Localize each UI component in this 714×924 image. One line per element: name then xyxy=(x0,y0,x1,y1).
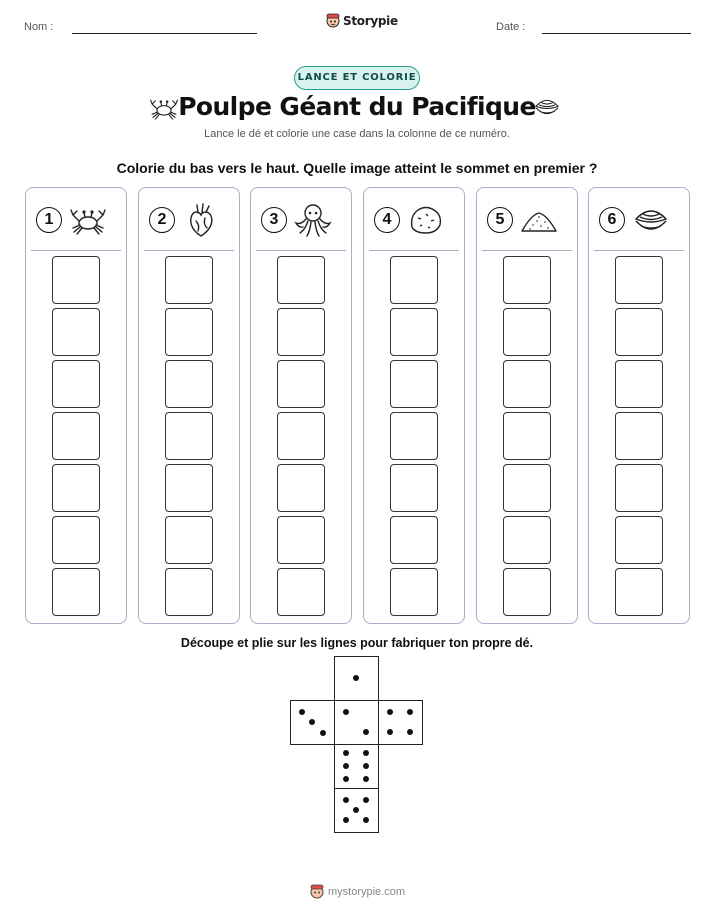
dice-pip xyxy=(343,797,349,803)
color-box[interactable] xyxy=(390,412,438,460)
color-box[interactable] xyxy=(277,360,325,408)
column-number: 2 xyxy=(149,207,175,233)
color-box[interactable] xyxy=(615,412,663,460)
column-4 xyxy=(363,187,465,624)
color-box[interactable] xyxy=(503,412,551,460)
color-box[interactable] xyxy=(615,464,663,512)
column-number: 5 xyxy=(487,207,513,233)
brand-logo xyxy=(326,13,398,29)
storypie-mascot-icon xyxy=(310,884,324,900)
color-box[interactable] xyxy=(52,516,100,564)
column-divider xyxy=(482,250,572,251)
name-label: Nom : xyxy=(24,21,54,33)
color-box[interactable] xyxy=(390,360,438,408)
dice-pip xyxy=(309,719,315,725)
color-box[interactable] xyxy=(165,568,213,616)
color-box[interactable] xyxy=(165,516,213,564)
color-box[interactable] xyxy=(390,464,438,512)
date-label: Date : xyxy=(496,21,526,33)
heart-organ-icon xyxy=(181,201,221,239)
column-5 xyxy=(476,187,578,624)
color-box[interactable] xyxy=(390,256,438,304)
dice-face-5 xyxy=(334,788,379,833)
column-1 xyxy=(25,187,127,624)
column-number: 1 xyxy=(36,207,62,233)
dice-face-3 xyxy=(290,700,335,745)
date-line[interactable] xyxy=(542,33,691,34)
clam-shell-icon xyxy=(532,93,562,121)
footer-url: mystorypie.com xyxy=(328,886,406,898)
color-box[interactable] xyxy=(615,568,663,616)
column-divider xyxy=(31,250,121,251)
color-box[interactable] xyxy=(615,360,663,408)
clam-shell-icon xyxy=(631,201,671,239)
dice-instruction: Découpe et plie sur les lignes pour fabriquer ton propre dé. xyxy=(180,636,534,650)
dice-face-6 xyxy=(334,744,379,789)
color-box[interactable] xyxy=(165,360,213,408)
dice-pip xyxy=(343,776,349,782)
dice-pip xyxy=(343,817,349,823)
color-box[interactable] xyxy=(277,412,325,460)
color-box[interactable] xyxy=(165,256,213,304)
color-box[interactable] xyxy=(52,464,100,512)
dice-pip xyxy=(363,763,369,769)
dice-face-1 xyxy=(334,656,379,701)
column-6 xyxy=(588,187,690,624)
dice-pip xyxy=(363,797,369,803)
color-box[interactable] xyxy=(615,256,663,304)
column-number: 3 xyxy=(261,207,287,233)
activity-badge: LANCE ET COLORIE xyxy=(294,66,420,90)
sand-pile-icon xyxy=(519,201,559,239)
color-box[interactable] xyxy=(503,308,551,356)
rock-icon xyxy=(406,201,446,239)
subtitle: Lance le dé et colorie une case dans la colonne de ce numéro. xyxy=(204,128,510,140)
dice-pip xyxy=(343,709,349,715)
column-divider xyxy=(144,250,234,251)
color-box[interactable] xyxy=(277,516,325,564)
color-box[interactable] xyxy=(165,308,213,356)
dice-pip xyxy=(353,807,359,813)
dice-pip xyxy=(363,776,369,782)
column-number: 6 xyxy=(599,207,625,233)
crab-icon xyxy=(68,201,108,239)
name-line[interactable] xyxy=(72,33,257,34)
dice-face-4 xyxy=(378,700,423,745)
color-box[interactable] xyxy=(390,568,438,616)
color-box[interactable] xyxy=(277,308,325,356)
color-box[interactable] xyxy=(165,464,213,512)
dice-face-2 xyxy=(334,700,379,745)
color-box[interactable] xyxy=(615,308,663,356)
octopus-icon xyxy=(293,201,333,239)
page-title: Poulpe Géant du Pacifique xyxy=(178,92,536,121)
color-box[interactable] xyxy=(277,464,325,512)
color-box[interactable] xyxy=(165,412,213,460)
color-box[interactable] xyxy=(615,516,663,564)
dice-pip xyxy=(343,763,349,769)
column-divider xyxy=(594,250,684,251)
coloring-instruction: Colorie du bas vers le haut. Quelle image atteint le sommet en premier ? xyxy=(116,160,598,176)
dice-pip xyxy=(363,729,369,735)
color-box[interactable] xyxy=(52,568,100,616)
column-divider xyxy=(256,250,346,251)
column-divider xyxy=(369,250,459,251)
dice-pip xyxy=(387,709,393,715)
color-box[interactable] xyxy=(52,256,100,304)
storypie-mascot-icon xyxy=(326,13,340,29)
dice-pip xyxy=(320,730,326,736)
dice-pip xyxy=(407,709,413,715)
footer xyxy=(310,884,405,900)
dice-pip xyxy=(363,817,369,823)
dice-pip xyxy=(387,729,393,735)
column-2 xyxy=(138,187,240,624)
color-box[interactable] xyxy=(503,516,551,564)
color-box[interactable] xyxy=(503,568,551,616)
color-box[interactable] xyxy=(503,360,551,408)
dice-pip xyxy=(353,675,359,681)
color-box[interactable] xyxy=(52,308,100,356)
dice-pip xyxy=(407,729,413,735)
dice-pip xyxy=(363,750,369,756)
column-3 xyxy=(250,187,352,624)
color-box[interactable] xyxy=(52,360,100,408)
color-box[interactable] xyxy=(503,464,551,512)
color-box[interactable] xyxy=(277,568,325,616)
color-box[interactable] xyxy=(390,308,438,356)
column-number: 4 xyxy=(374,207,400,233)
color-box[interactable] xyxy=(503,256,551,304)
color-box[interactable] xyxy=(52,412,100,460)
dice-pip xyxy=(299,709,305,715)
color-box[interactable] xyxy=(390,516,438,564)
brand-name: Storypie xyxy=(343,14,398,28)
color-box[interactable] xyxy=(277,256,325,304)
dice-pip xyxy=(343,750,349,756)
